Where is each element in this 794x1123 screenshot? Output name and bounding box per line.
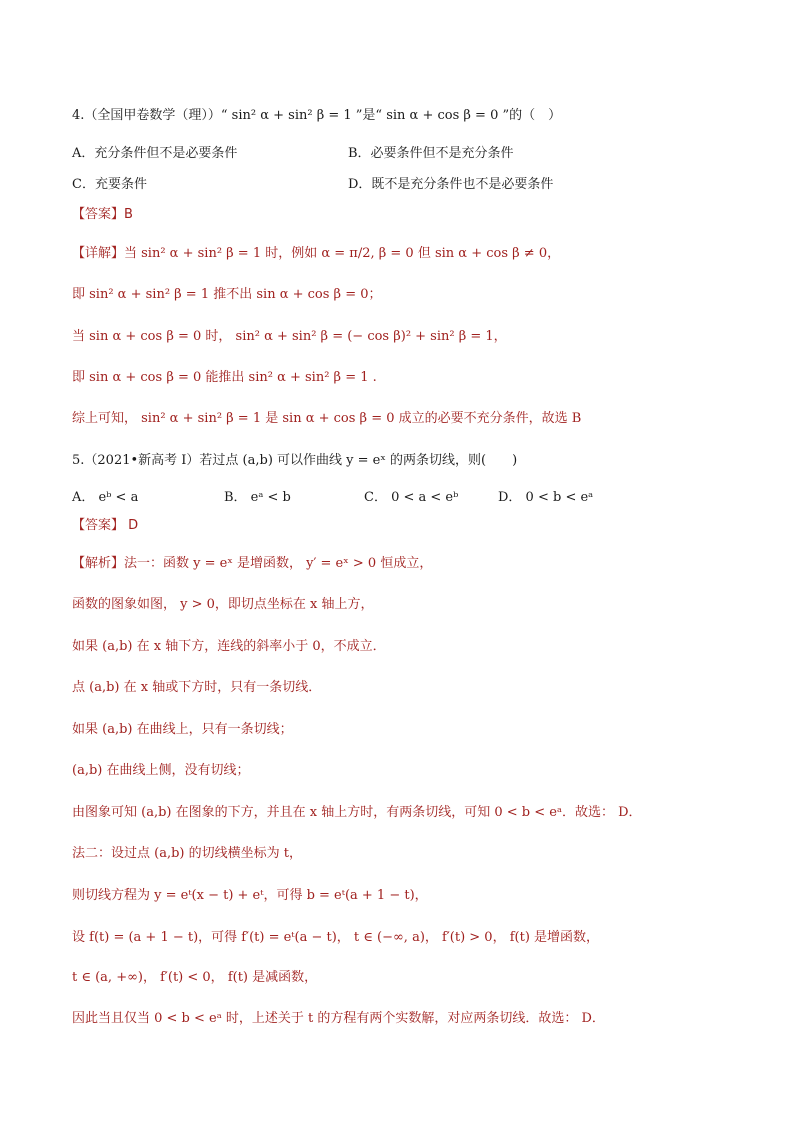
q5-analysis-line: 【解析】法一：函数 y = eˣ 是增函数， y′ = eˣ > 0 恒成立，	[72, 556, 433, 571]
q5-analysis-line: 设 f(t) = (a + 1 − t)，可得 f′(t) = eᵗ(a − t)， t ∈ (−∞, a)， f′(t) > 0， f(t) 是增函数，	[72, 930, 600, 945]
q5-analysis-line: 则切线方程为 y = eᵗ(x − t) + eᵗ，可得 b = eᵗ(a + 1 − t)，	[72, 888, 428, 903]
q5-option-b: B． eᵃ < b	[224, 490, 291, 505]
q4-answer: 【答案】B	[72, 207, 133, 222]
q4-detail-line: 即 sin α + cos β = 0 能推出 sin² α + sin² β = 1 .	[72, 370, 377, 385]
q5-analysis-line: 由图象可知 (a,b) 在图象的下方，并且在 x 轴上方时，有两条切线，可知 0 < b < eᵃ．故选： D．	[72, 805, 642, 820]
q5-analysis-line: 因此当且仅当 0 < b < eᵃ 时，上述关于 t 的方程有两个实数解，对应两条切线．故选： D．	[72, 1011, 605, 1026]
q5-analysis-line: 法二：设过点 (a,b) 的切线横坐标为 t，	[72, 846, 302, 861]
q4-option-b: B．必要条件但不是充分条件	[348, 146, 514, 161]
q4-detail-line: 即 sin² α + sin² β = 1 推不出 sin α + cos β = 0；	[72, 287, 382, 302]
q5-analysis-line: 函数的图象如图， y > 0，即切点坐标在 x 轴上方，	[72, 597, 374, 612]
q4-option-c: C．充要条件	[72, 177, 147, 192]
q5-option-a: A． eᵇ < a	[72, 490, 139, 505]
q5-analysis-line: t ∈ (a, +∞)， f′(t) < 0， f(t) 是减函数，	[72, 970, 318, 985]
q5-analysis-line: (a,b) 在曲线上侧，没有切线；	[72, 763, 250, 778]
q4-detail-line: 综上可知， sin² α + sin² β = 1 是 sin α + cos β = 0 成立的必要不充分条件，故选 B	[72, 411, 582, 426]
q5-option-d: D． 0 < b < eᵃ	[498, 490, 594, 505]
q5-analysis-line: 点 (a,b) 在 x 轴或下方时，只有一条切线．	[72, 680, 322, 695]
q5-option-c: C． 0 < a < eᵇ	[364, 490, 459, 505]
q4-detail-line: 当 sin α + cos β = 0 时， sin² α + sin² β = (− cos β)² + sin² β = 1，	[72, 329, 507, 344]
q4-option-a: A．充分条件但不是必要条件	[72, 146, 238, 161]
q5-stem: 5.（2021•新高考 I）若过点 (a,b) 可以作曲线 y = eˣ 的两条切线，则( )	[72, 453, 518, 468]
q5-analysis-line: 如果 (a,b) 在 x 轴下方，连线的斜率小于 0，不成立．	[72, 639, 386, 654]
q5-analysis-line: 如果 (a,b) 在曲线上，只有一条切线；	[72, 722, 293, 737]
q4-detail-line: 【详解】当 sin² α + sin² β = 1 时，例如 α = π/2, β = 0 但 sin α + cos β ≠ 0，	[72, 246, 561, 261]
q4-option-d: D．既不是充分条件也不是必要条件	[348, 177, 554, 192]
q5-answer: 【答案】 D	[72, 518, 139, 533]
q4-stem: 4.（全国甲卷数学（理））“ sin² α + sin² β = 1 ”是“ sin α + cos β = 0 ”的（ ）	[72, 108, 562, 123]
